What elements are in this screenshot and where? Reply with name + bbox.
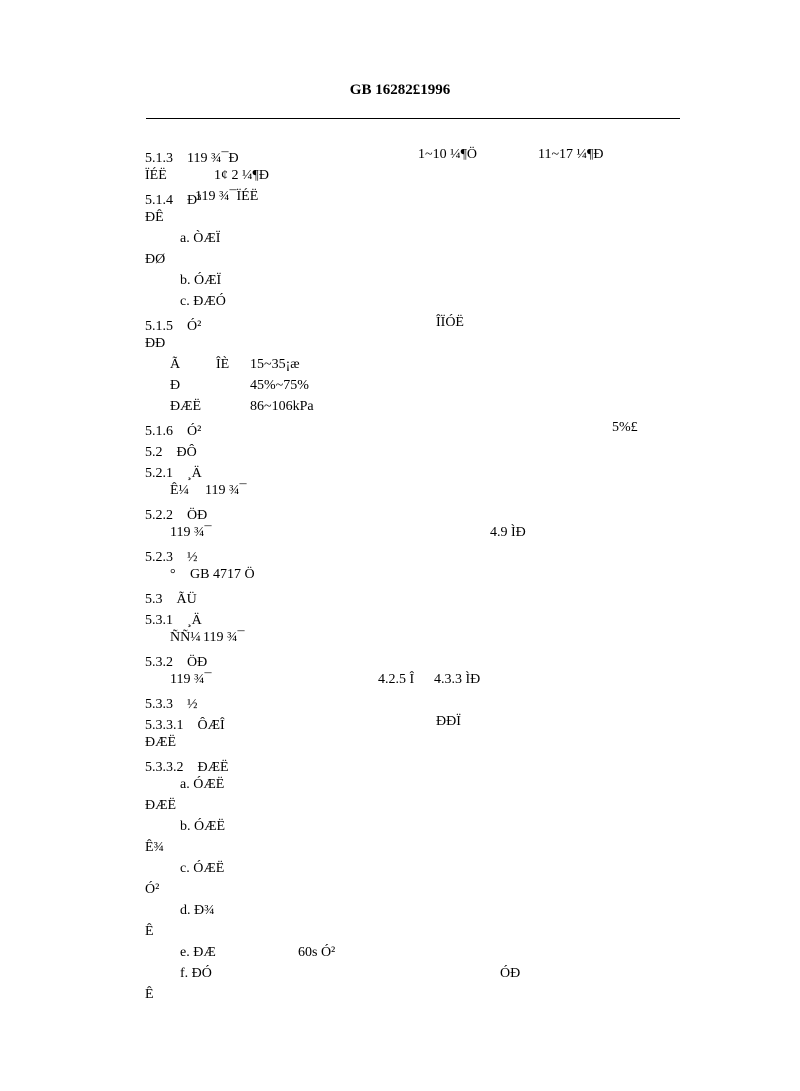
text-fragment: 5.1.3 119 ¾¯Ð bbox=[145, 151, 239, 166]
text-line bbox=[0, 672, 800, 693]
text-fragment: f. ÐÓ bbox=[180, 966, 212, 981]
text-fragment: 119 ¾¯ bbox=[203, 630, 245, 645]
text-fragment: ° bbox=[170, 567, 176, 582]
text-fragment: 5.3.2 ÖÐ bbox=[145, 655, 208, 670]
text-line bbox=[0, 777, 800, 798]
text-fragment: a. ÓÆË bbox=[180, 777, 225, 792]
text-fragment: Ð bbox=[170, 378, 181, 393]
text-fragment: 4.9 ÌÐ bbox=[490, 525, 526, 540]
text-line bbox=[0, 420, 800, 441]
text-line bbox=[0, 861, 800, 882]
text-fragment: ÎÏÓË bbox=[436, 315, 464, 330]
text-line bbox=[0, 714, 800, 735]
text-line bbox=[0, 651, 800, 672]
text-fragment: ÎÈ bbox=[216, 357, 230, 372]
text-line bbox=[0, 924, 800, 945]
text-fragment: 119 ¾¯ bbox=[170, 525, 212, 540]
text-fragment: Ã bbox=[170, 357, 181, 372]
text-fragment: 5.3.3.2 ÐÆË bbox=[145, 760, 229, 775]
text-fragment: 60s Ó² bbox=[298, 945, 336, 960]
text-line bbox=[0, 231, 800, 252]
text-fragment: 5.3.1 ¸Ä bbox=[145, 613, 202, 628]
text-fragment: 1¢ 2 ¼¶Ð bbox=[214, 168, 269, 183]
text-fragment: ÑÑ¼ bbox=[170, 630, 201, 645]
text-fragment: ÓÐ bbox=[500, 966, 521, 981]
text-line bbox=[0, 567, 800, 588]
text-line bbox=[0, 168, 800, 189]
text-fragment: 5%£ bbox=[612, 420, 638, 435]
text-line bbox=[0, 882, 800, 903]
text-fragment: c. ÐÆÓ bbox=[180, 294, 226, 309]
text-line bbox=[0, 210, 800, 231]
text-fragment: ÐÆË bbox=[145, 798, 177, 813]
header-rule bbox=[146, 118, 680, 119]
page-header: GB 16282£1996 bbox=[349, 82, 451, 98]
text-fragment: 15~35¡æ bbox=[250, 357, 300, 372]
text-fragment: 5.2.2 ÖÐ bbox=[145, 508, 208, 523]
text-fragment: 119 ¾¯ bbox=[170, 672, 212, 687]
text-fragment: ÐÐ bbox=[145, 336, 166, 351]
text-fragment: 5.3.3 ½ bbox=[145, 697, 198, 712]
text-line bbox=[0, 336, 800, 357]
text-fragment: 86~106kPa bbox=[250, 399, 314, 414]
text-fragment: c. ÓÆË bbox=[180, 861, 225, 876]
text-fragment: 5.3 ÃÜ bbox=[145, 592, 197, 607]
text-line bbox=[0, 798, 800, 819]
text-fragment: 5.3.3.1 ÔÆÎ bbox=[145, 718, 225, 733]
text-line bbox=[0, 987, 800, 1008]
text-line bbox=[0, 546, 800, 567]
text-fragment: 4.3.3 ÌÐ bbox=[434, 672, 481, 687]
text-line bbox=[0, 735, 800, 756]
text-fragment: 11~17 ¼¶Ð bbox=[538, 147, 604, 162]
text-line bbox=[0, 462, 800, 483]
text-line bbox=[0, 189, 800, 210]
text-line bbox=[0, 693, 800, 714]
text-fragment: Ó² bbox=[145, 882, 160, 897]
text-line bbox=[0, 294, 800, 315]
text-fragment: 5.1.6 Ó² bbox=[145, 424, 202, 439]
text-fragment: b. ÓÆË bbox=[180, 819, 226, 834]
text-fragment: 45%~75% bbox=[250, 378, 309, 393]
text-line bbox=[0, 903, 800, 924]
text-line bbox=[0, 630, 800, 651]
text-fragment: ÏÉË bbox=[145, 168, 167, 183]
text-fragment: ÐÆË bbox=[145, 735, 177, 750]
text-line bbox=[0, 399, 800, 420]
text-line bbox=[0, 441, 800, 462]
text-fragment: ÐØ bbox=[145, 252, 166, 267]
text-line bbox=[0, 315, 800, 336]
text-line bbox=[0, 504, 800, 525]
text-fragment: b. ÓÆÏ bbox=[180, 273, 222, 288]
text-fragment: 119 ¾¯ÏÉË bbox=[195, 189, 259, 204]
text-fragment: a. ÒÆÏ bbox=[180, 231, 221, 246]
text-fragment: 5.2 ÐÔ bbox=[145, 445, 197, 460]
text-line bbox=[0, 357, 800, 378]
text-fragment: ÐÐÏ bbox=[436, 714, 461, 729]
text-line bbox=[0, 966, 800, 987]
text-line bbox=[0, 819, 800, 840]
text-fragment: d. Ð¾ bbox=[180, 903, 215, 918]
text-fragment: Ê bbox=[145, 924, 154, 939]
text-line bbox=[0, 252, 800, 273]
text-fragment: 5.1.5 Ó² bbox=[145, 319, 202, 334]
text-fragment: ÐÆË bbox=[170, 399, 202, 414]
text-fragment: Ê bbox=[145, 987, 154, 1002]
text-fragment: e. ÐÆ bbox=[180, 945, 216, 960]
text-line bbox=[0, 378, 800, 399]
text-fragment: Ê¼ bbox=[170, 483, 190, 498]
text-line bbox=[0, 756, 800, 777]
text-line bbox=[0, 273, 800, 294]
text-fragment: 5.2.1 ¸Ä bbox=[145, 466, 202, 481]
text-line bbox=[0, 147, 800, 168]
text-line bbox=[0, 483, 800, 504]
text-fragment: 1~10 ¼¶Ö bbox=[418, 147, 478, 162]
text-fragment: GB 4717 Ö bbox=[190, 567, 255, 582]
text-fragment: 119 ¾¯ bbox=[205, 483, 247, 498]
text-fragment: 4.2.5 Î bbox=[378, 672, 415, 687]
text-line bbox=[0, 945, 800, 966]
text-fragment: ÐÊ bbox=[145, 210, 164, 225]
text-line bbox=[0, 609, 800, 630]
text-fragment: Ê¾ bbox=[145, 840, 165, 855]
text-line bbox=[0, 588, 800, 609]
text-line bbox=[0, 840, 800, 861]
text-line bbox=[0, 525, 800, 546]
text-fragment: 5.1.4 Ð³ bbox=[145, 193, 202, 208]
text-fragment: 5.2.3 ½ bbox=[145, 550, 198, 565]
